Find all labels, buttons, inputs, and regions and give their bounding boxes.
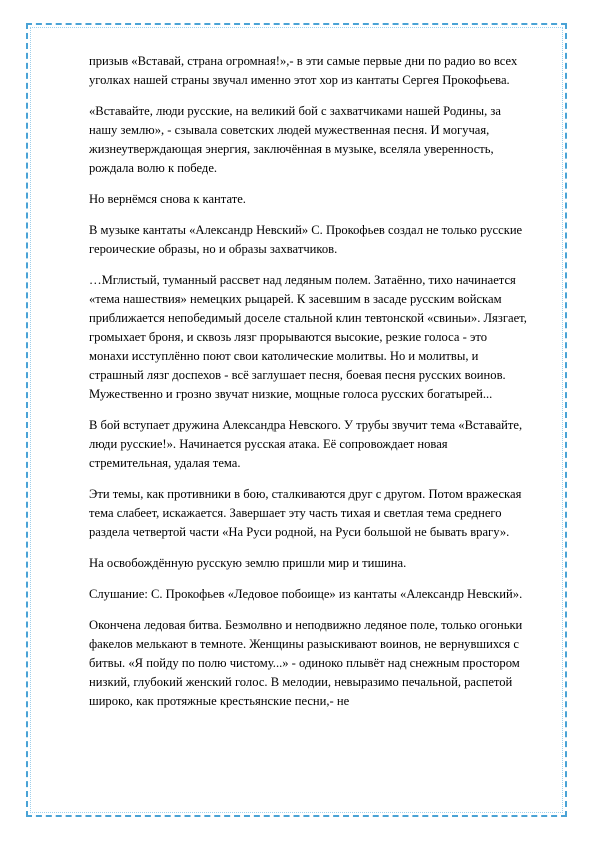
paragraph-3: Но вернёмся снова к кантате.	[89, 192, 246, 206]
paragraph-2: «Вставайте, люди русские, на великий бой с захватчиками нашей Родины, за нашу землю», - сзывала советских людей мужественная песня. И могучая, жизнеутверждающая энергия, заключённая в музыке, вселяла уверенность, рождала волю к победе.	[89, 104, 501, 175]
paragraph-6: В бой вступает дружина Александра Невского. У трубы звучит тема «Вставайте, люди русские!». Начинается русская атака. Её сопровождает новая стремительная, удалая тема.	[89, 418, 523, 470]
paragraph-8: На освобождённую русскую землю пришли мир и тишина.	[89, 556, 407, 570]
document-body	[89, 52, 529, 723]
paragraph-5: …Мглистый, туманный рассвет над ледяным полем. Затаённо, тихо начинается «тема нашествия» немецких рыцарей. К засевшим в засаде русским войскам приближается непобедимый доселе стальной клин тевтонской «свиньи». Лязгает, громыхает броня, и сквозь лязг прорываются высокие, резкие голоса - это монахи исступлённо поют свои католические молитвы. Но и молитвы, и страшный лязг доспехов - всё заглушает песня, боевая песня русских воинов. Мужественно и грозно звучат низкие, мощные голоса русских богатырей...	[89, 273, 527, 401]
paragraph-4: В музыке кантаты «Александр Невский» С. Прокофьев создал не только русские героические образы, но и образы захватчиков.	[89, 223, 523, 256]
paragraph-10: Окончена ледовая битва. Безмолвно и неподвижно ледяное поле, только огоньки факелов мелькают в темноте. Женщины разыскивают воинов, не вернувшихся с битвы. «Я пойду по полю чистому...» - одиноко плывёт над снежным простором низкий, глубокий женский голос. В мелодии, невыразимо печальной, распетой широко, как протяжные крестьянские песни,- не	[89, 618, 523, 708]
paragraph-1: призыв «Вставай, страна огромная!»,- в эти самые первые дни по радио во всех уголках нашей страны звучал именно этот хор из кантаты Сергея Прокофьева.	[89, 54, 518, 87]
paragraph-9: Слушание: С. Прокофьев «Ледовое побоище» из кантаты «Александр Невский».	[89, 587, 523, 601]
paragraph-7: Эти темы, как противники в бою, сталкиваются друг с другом. Потом вражеская тема слабеет, искажается. Завершает эту часть тихая и светлая тема среднего раздела четвертой части «На Руси родной, на Руси большой не бывать врагу».	[89, 487, 522, 539]
